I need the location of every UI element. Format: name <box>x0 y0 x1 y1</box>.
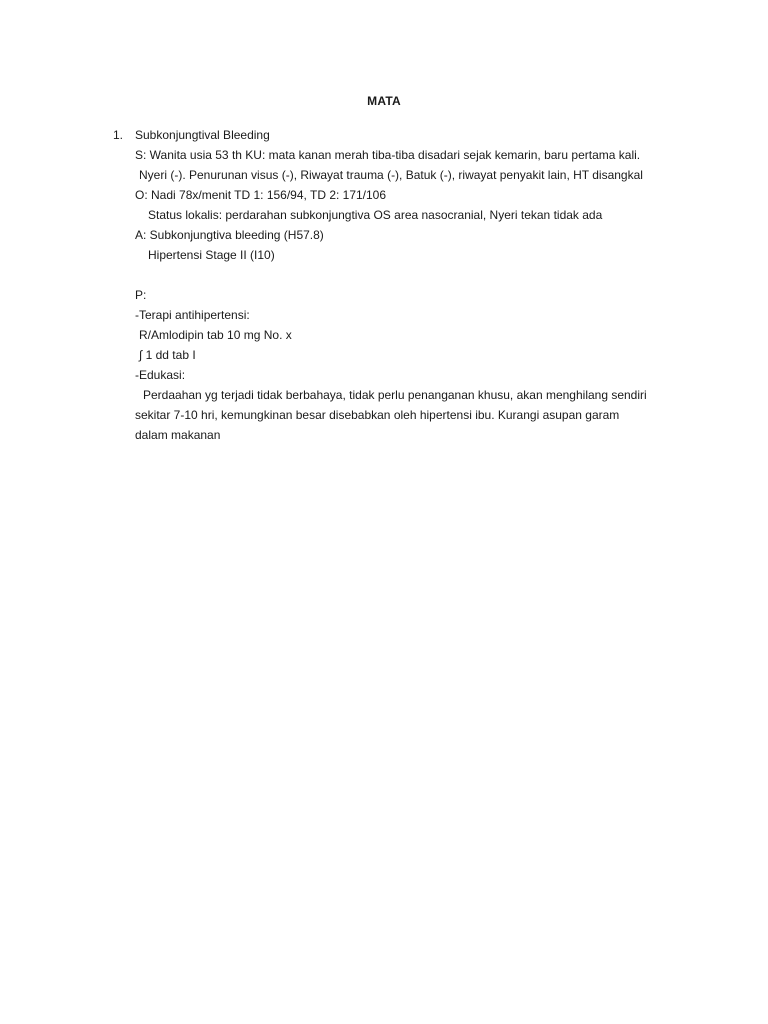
education-label: -Edukasi: <box>135 368 186 382</box>
subjective-line-2: Nyeri (-). Penurunan visus (-), Riwayat trauma (-), Batuk (-), riwayat penyakit lain, HT disangkal <box>139 168 643 182</box>
plan-label: P: <box>135 288 147 302</box>
therapy-label: -Terapi antihipertensi: <box>135 308 250 322</box>
education-line-2: sekitar 7-10 hri, kemungkinan besar disebabkan oleh hipertensi ibu. Kurangi asupan garam <box>135 408 620 422</box>
objective-line-1: O: Nadi 78x/menit TD 1: 156/94, TD 2: 171/106 <box>135 188 387 202</box>
education-line-1: Perdaahan yg terjadi tidak berbahaya, tidak perlu penanganan khusu, akan menghilang sendiri <box>143 388 647 402</box>
assessment-line-2: Hipertensi Stage II (I10) <box>148 248 275 262</box>
subjective-line-1: S: Wanita usia 53 th KU: mata kanan merah tiba-tiba disadari sejak kemarin, baru pertama kali. <box>135 148 641 162</box>
education-line-3: dalam makanan <box>135 428 221 442</box>
signa-line: ∫ 1 dd tab I <box>139 348 196 362</box>
assessment-line-1: A: Subkonjungtiva bleeding (H57.8) <box>135 228 324 242</box>
document-title: MATA <box>367 94 401 108</box>
diagnosis-heading: Subkonjungtival Bleeding <box>135 128 270 142</box>
prescription-line: R/Amlodipin tab 10 mg No. x <box>139 328 292 342</box>
list-number: 1. <box>113 128 124 142</box>
objective-line-2: Status lokalis: perdarahan subkonjungtiva OS area nasocranial, Nyeri tekan tidak ada <box>148 208 603 222</box>
